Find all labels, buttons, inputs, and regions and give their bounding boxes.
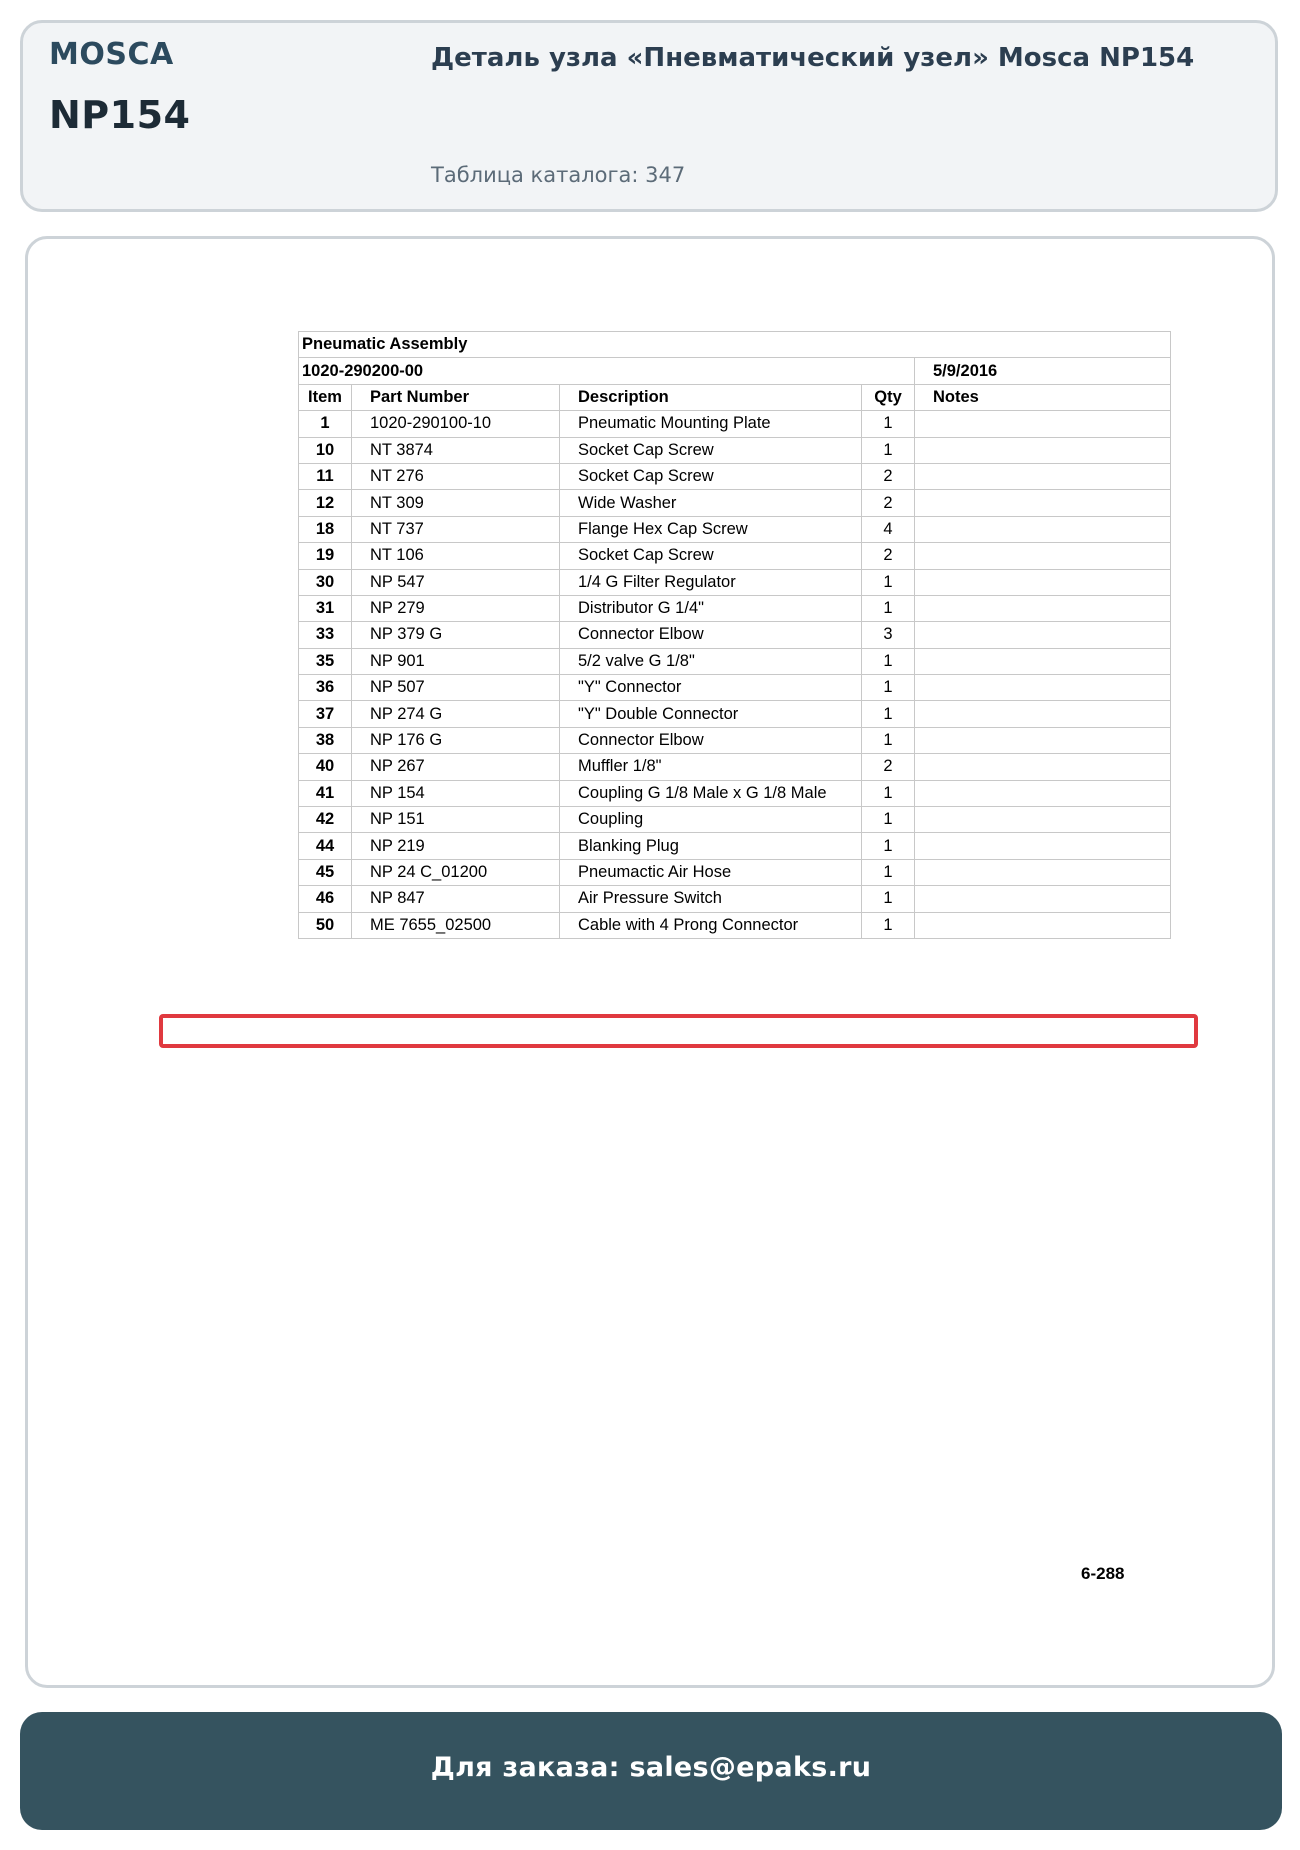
description-cell: Coupling G 1/8 Male x G 1/8 Male	[560, 780, 862, 806]
table-row	[299, 886, 1171, 912]
part-number-cell: NP 274 G	[352, 701, 560, 727]
part-number-cell: NP 379 G	[352, 622, 560, 648]
qty-cell: 1	[862, 569, 915, 595]
notes-cell	[915, 622, 1171, 648]
qty-cell: 2	[862, 490, 915, 516]
qty-cell: 1	[862, 675, 915, 701]
qty-cell: 3	[862, 622, 915, 648]
qty-cell: 1	[862, 780, 915, 806]
notes-cell	[915, 701, 1171, 727]
qty-cell: 1	[862, 859, 915, 885]
description-cell: Socket Cap Screw	[560, 463, 862, 489]
notes-cell	[915, 675, 1171, 701]
notes-cell	[915, 886, 1171, 912]
qty-cell: 1	[862, 595, 915, 621]
header-panel	[20, 20, 1278, 212]
item-cell: 38	[299, 727, 352, 753]
table-row	[299, 437, 1171, 463]
description-cell: Pneumatic Mounting Plate	[560, 411, 862, 437]
part-number-cell: NP 547	[352, 569, 560, 595]
qty-cell: 1	[862, 807, 915, 833]
qty-cell: 1	[862, 886, 915, 912]
item-cell: 50	[299, 912, 352, 938]
table-row	[299, 569, 1171, 595]
column-header-qty: Qty	[862, 384, 915, 410]
table-row	[299, 701, 1171, 727]
page-number: 6-288	[1081, 1564, 1125, 1583]
assembly-number: 1020-290200-00	[299, 358, 915, 384]
part-number-cell: NP 176 G	[352, 727, 560, 753]
description-cell: Muffler 1/8"	[560, 754, 862, 780]
part-number-cell: NP 901	[352, 648, 560, 674]
description-cell: "Y" Connector	[560, 675, 862, 701]
item-cell: 45	[299, 859, 352, 885]
description-cell: Blanking Plug	[560, 833, 862, 859]
item-cell: 37	[299, 701, 352, 727]
notes-cell	[915, 807, 1171, 833]
notes-cell	[915, 411, 1171, 437]
description-cell: Socket Cap Screw	[560, 437, 862, 463]
part-number-cell: NP 154	[352, 780, 560, 806]
table-row	[299, 463, 1171, 489]
qty-cell: 2	[862, 463, 915, 489]
part-number-cell: NP 219	[352, 833, 560, 859]
part-number-cell: NT 309	[352, 490, 560, 516]
table-row	[299, 411, 1171, 437]
part-number-cell: NT 737	[352, 516, 560, 542]
description-cell: Socket Cap Screw	[560, 543, 862, 569]
notes-cell	[915, 543, 1171, 569]
item-cell: 40	[299, 754, 352, 780]
qty-cell: 1	[862, 701, 915, 727]
part-number-cell: NP 24 C_01200	[352, 859, 560, 885]
part-number-cell: NT 276	[352, 463, 560, 489]
notes-cell	[915, 569, 1171, 595]
item-cell: 31	[299, 595, 352, 621]
table-row	[299, 490, 1171, 516]
column-header-part-number: Part Number	[352, 384, 560, 410]
part-number-cell: ME 7655_02500	[352, 912, 560, 938]
part-number-cell: NP 151	[352, 807, 560, 833]
qty-cell: 1	[862, 437, 915, 463]
description-cell: Distributor G 1/4"	[560, 595, 862, 621]
qty-cell: 1	[862, 411, 915, 437]
item-cell: 35	[299, 648, 352, 674]
item-cell: 41	[299, 780, 352, 806]
item-cell: 33	[299, 622, 352, 648]
notes-cell	[915, 859, 1171, 885]
item-cell: 30	[299, 569, 352, 595]
notes-cell	[915, 648, 1171, 674]
notes-cell	[915, 912, 1171, 938]
description-cell: Coupling	[560, 807, 862, 833]
item-cell: 10	[299, 437, 352, 463]
part-number-cell: NT 3874	[352, 437, 560, 463]
order-footer	[20, 1712, 1282, 1830]
part-number-cell: 1020-290100-10	[352, 411, 560, 437]
qty-cell: 4	[862, 516, 915, 542]
notes-cell	[915, 490, 1171, 516]
qty-cell: 2	[862, 754, 915, 780]
table-row	[299, 543, 1171, 569]
item-cell: 46	[299, 886, 352, 912]
description-cell: Pneumactic Air Hose	[560, 859, 862, 885]
qty-cell: 1	[862, 833, 915, 859]
table-row	[299, 807, 1171, 833]
part-number-cell: NT 106	[352, 543, 560, 569]
table-row	[299, 595, 1171, 621]
item-cell: 42	[299, 807, 352, 833]
table-row	[299, 675, 1171, 701]
notes-cell	[915, 463, 1171, 489]
column-header-item: Item	[299, 384, 352, 410]
item-cell: 1	[299, 411, 352, 437]
catalog-table-label: Таблица каталога: 347	[431, 163, 686, 187]
description-cell: 5/2 valve G 1/8"	[560, 648, 862, 674]
assembly-date: 5/9/2016	[915, 358, 1171, 384]
item-cell: 11	[299, 463, 352, 489]
page-title: Деталь узла «Пневматический узел» Mosca NP154	[431, 43, 1195, 73]
table-row	[299, 780, 1171, 806]
qty-cell: 1	[862, 727, 915, 753]
assembly-number-row	[299, 358, 1171, 384]
part-number-cell: NP 507	[352, 675, 560, 701]
catalog-sheet	[25, 236, 1275, 1688]
description-cell: "Y" Double Connector	[560, 701, 862, 727]
description-cell: Cable with 4 Prong Connector	[560, 912, 862, 938]
table-row	[299, 754, 1171, 780]
description-cell: Connector Elbow	[560, 727, 862, 753]
part-number-cell: NP 267	[352, 754, 560, 780]
table-row	[299, 833, 1171, 859]
table-row	[299, 622, 1171, 648]
table-row	[299, 727, 1171, 753]
description-cell: Air Pressure Switch	[560, 886, 862, 912]
notes-cell	[915, 780, 1171, 806]
part-number-cell: NP 847	[352, 886, 560, 912]
qty-cell: 1	[862, 912, 915, 938]
description-cell: 1/4 G Filter Regulator	[560, 569, 862, 595]
part-number-cell: NP 279	[352, 595, 560, 621]
part-code: NP154	[49, 93, 191, 137]
order-contact: Для заказа: sales@epaks.ru	[430, 1752, 872, 1783]
column-header-description: Description	[560, 384, 862, 410]
assembly-title: Pneumatic Assembly	[299, 332, 1171, 358]
item-cell: 12	[299, 490, 352, 516]
column-header-row	[299, 384, 1171, 410]
item-cell: 36	[299, 675, 352, 701]
notes-cell	[915, 833, 1171, 859]
description-cell: Connector Elbow	[560, 622, 862, 648]
notes-cell	[915, 516, 1171, 542]
description-cell: Wide Washer	[560, 490, 862, 516]
table-row	[299, 859, 1171, 885]
item-cell: 18	[299, 516, 352, 542]
notes-cell	[915, 754, 1171, 780]
qty-cell: 2	[862, 543, 915, 569]
item-cell: 44	[299, 833, 352, 859]
column-header-notes: Notes	[915, 384, 1171, 410]
assembly-title-row	[299, 332, 1171, 358]
highlighted-row-marker	[159, 1014, 1198, 1048]
item-cell: 19	[299, 543, 352, 569]
qty-cell: 1	[862, 648, 915, 674]
notes-cell	[915, 595, 1171, 621]
brand-name: MOSCA	[49, 37, 174, 72]
table-row	[299, 516, 1171, 542]
parts-table	[298, 331, 1171, 939]
notes-cell	[915, 437, 1171, 463]
description-cell: Flange Hex Cap Screw	[560, 516, 862, 542]
table-row	[299, 648, 1171, 674]
notes-cell	[915, 727, 1171, 753]
table-row	[299, 912, 1171, 938]
